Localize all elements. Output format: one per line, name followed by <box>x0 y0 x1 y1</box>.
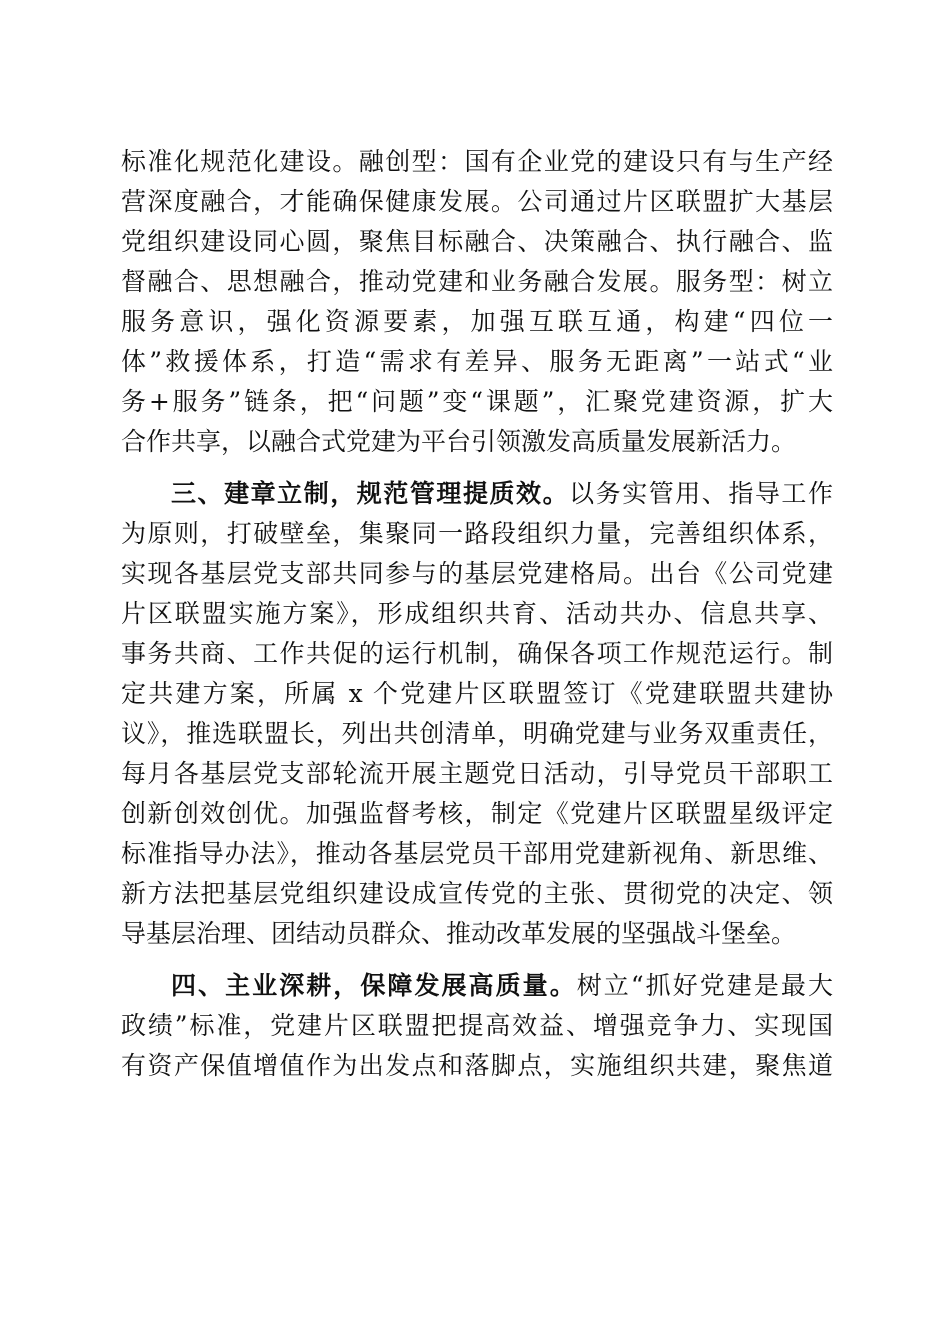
text-line: 标准指导办法》，推动各基层党员干部用党建新视角、新思维、 <box>121 839 833 868</box>
document-body <box>121 142 833 1086</box>
text-line: 营深度融合，才能确保健康发展。公司通过片区联盟扩大基层 <box>121 187 833 216</box>
text-line: 体”救援体系，打造“需求有差异、服务无距离”一站式“业 <box>121 347 833 376</box>
text-line: 务+服务”链条，把“问题”变“课题”，汇聚党建资源，扩大 <box>121 387 833 416</box>
heading-line-rest: 以务实管用、指导工作 <box>569 479 833 508</box>
text-line: 标准化规范化建设。融创型：国有企业党的建设只有与生产经 <box>121 147 833 176</box>
text-line: 实现各基层党支部共同参与的基层党建格局。出台《公司党建 <box>121 559 833 588</box>
text-line: 片区联盟实施方案》，形成组织共育、活动共办、信息共享、 <box>121 599 833 628</box>
text-line: 事务共商、工作共促的运行机制，确保各项工作规范运行。制 <box>121 639 833 668</box>
text-line: 有资产保值增值作为出发点和落脚点，实施组织共建，聚焦道 <box>121 1051 833 1080</box>
text-line: 政绩”标准，党建片区联盟把提高效益、增强竞争力、实现国 <box>121 1011 833 1040</box>
text-line: 导基层治理、团结动员群众、推动改革发展的坚强战斗堡垒。 <box>121 919 797 948</box>
text-line <box>121 966 833 1006</box>
text-line: 为原则，打破壁垒，集聚同一路段组织力量，完善组织体系， <box>121 519 833 548</box>
text-line: 督融合、思想融合，推动党建和业务融合发展。服务型：树立 <box>121 267 833 296</box>
text-line <box>121 474 833 514</box>
heading-line-rest: 树立“抓好党建是最大 <box>576 971 833 1000</box>
text-line: 创新创效创优。加强监督考核，制定《党建片区联盟星级评定 <box>121 799 833 828</box>
section-heading-3: 三、建章立制，规范管理提质效。 <box>171 479 570 508</box>
paragraph-1 <box>121 142 833 462</box>
text-line: 党组织建设同心圆，聚焦目标融合、决策融合、执行融合、监 <box>121 227 833 256</box>
text-line: 服务意识，强化资源要素，加强互联互通，构建“四位一 <box>121 307 833 336</box>
text-line: 议》，推选联盟长，列出共创清单，明确党建与业务双重责任， <box>121 719 833 748</box>
section-heading-4: 四、主业深耕，保障发展高质量。 <box>171 971 577 1000</box>
text-line: 定共建方案，所属 x 个党建片区联盟签订《党建联盟共建协 <box>121 679 833 708</box>
text-line: 合作共享，以融合式党建为平台引领激发高质量发展新活力。 <box>121 427 797 456</box>
paragraph-3 <box>121 966 833 1086</box>
text-line: 新方法把基层党组织建设成宣传党的主张、贯彻党的决定、领 <box>121 879 833 908</box>
text-line: 每月各基层党支部轮流开展主题党日活动，引导党员干部职工 <box>121 759 833 788</box>
paragraph-2 <box>121 474 833 954</box>
